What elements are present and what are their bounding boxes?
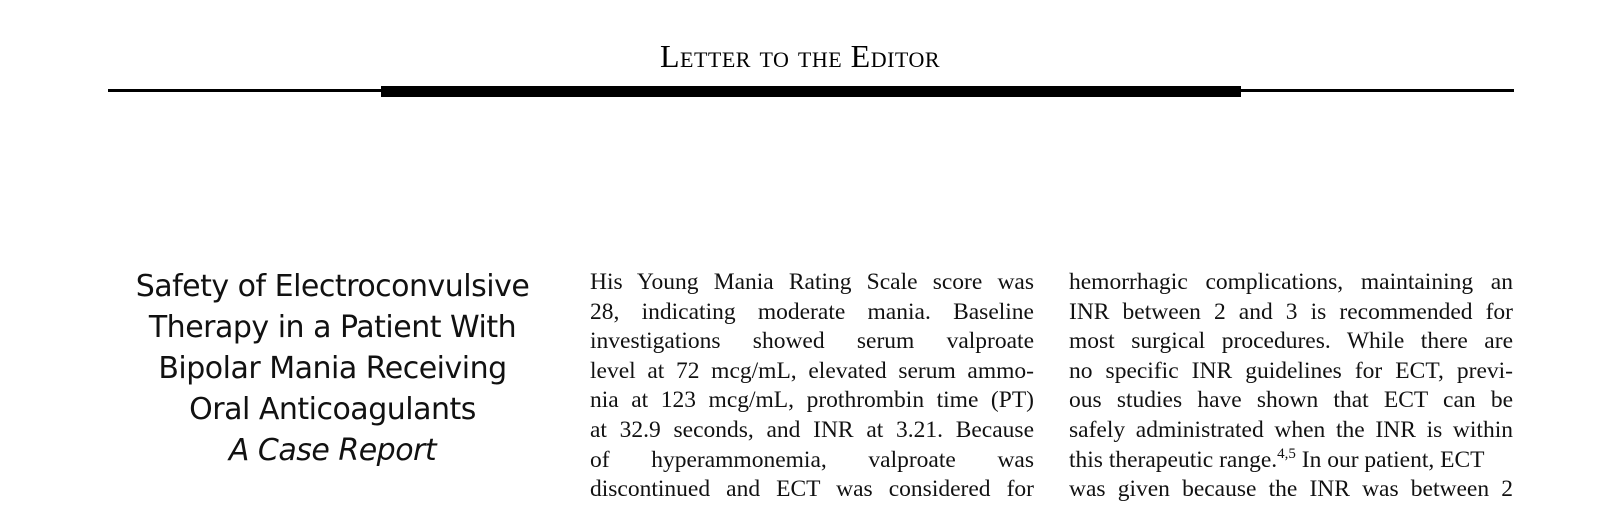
text-line: no specific INR guidelines for ECT, previ- xyxy=(1069,357,1513,384)
title-line: Oral Anticoagulants xyxy=(189,392,476,427)
text-line: hemorrhagic complications, maintaining an xyxy=(1069,269,1513,295)
header-rule-thick xyxy=(381,86,1241,97)
article-subtitle: A Case Report xyxy=(228,433,437,468)
text-line: ous studies have shown that ECT can be xyxy=(1069,387,1513,414)
text-line: of hyperammonemia, valproate was xyxy=(590,446,1034,473)
title-line: Bipolar Mania Receiving xyxy=(158,351,507,386)
text-line: level at 72 mcg/mL, elevated serum ammo- xyxy=(590,357,1034,384)
text-line: was given because the INR was between 2 xyxy=(1069,476,1513,503)
text-line: discontinued and ECT was considered for xyxy=(590,476,1034,503)
body-column-2 xyxy=(1069,268,1513,505)
text-fragment: this therapeutic range. xyxy=(1069,446,1278,473)
article-title xyxy=(115,266,550,471)
title-line: Therapy in a Patient With xyxy=(148,310,517,345)
text-line: at 32.9 seconds, and INR at 3.21. Because xyxy=(590,416,1034,443)
text-line: safely administrated when the INR is within xyxy=(1069,416,1513,443)
text-line: INR between 2 and 3 is recommended for xyxy=(1069,298,1513,325)
text-line-with-citation xyxy=(1069,446,1513,476)
body-column-1 xyxy=(590,268,1034,505)
text-line: 28, indicating moderate mania. Baseline xyxy=(590,298,1034,325)
text-line: His Young Mania Rating Scale score was xyxy=(590,269,1034,295)
text-line: investigations showed serum valproate xyxy=(590,328,1034,355)
text-fragment: In our patient, ECT xyxy=(1295,446,1485,473)
text-line: nia at 123 mcg/mL, prothrombin time (PT) xyxy=(590,387,1034,414)
section-header: Letter to the Editor xyxy=(659,38,941,74)
citation-link[interactable]: 4,5 xyxy=(1277,445,1296,462)
title-line: Safety of Electroconvulsive xyxy=(135,269,530,304)
text-line: most surgical procedures. While there are xyxy=(1069,328,1513,355)
